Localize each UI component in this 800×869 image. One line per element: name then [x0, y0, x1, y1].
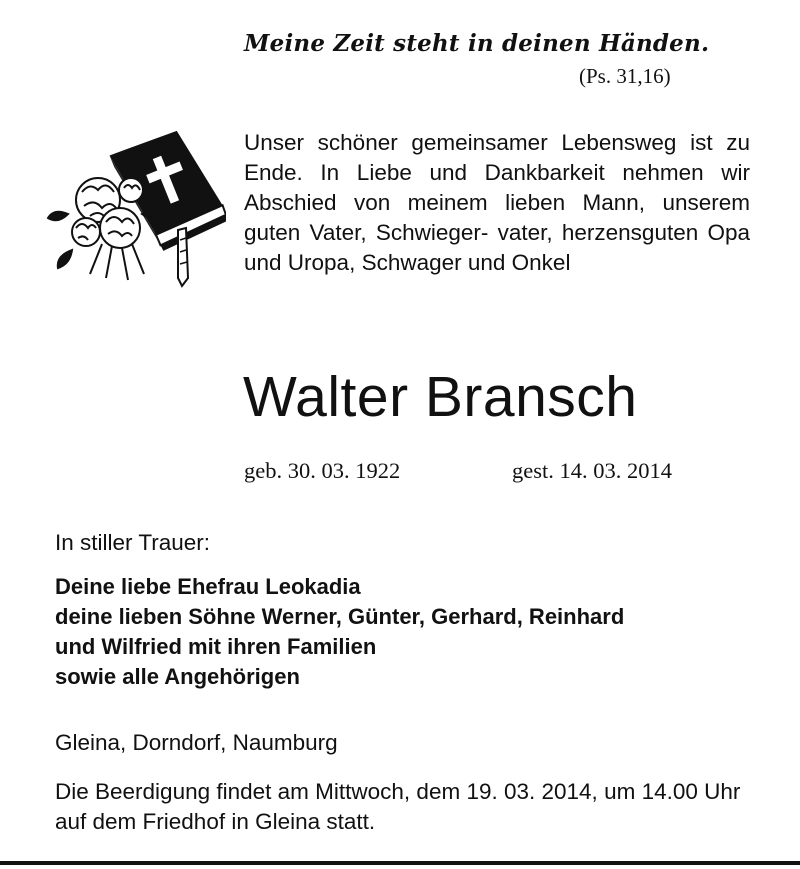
birth-date: geb. 30. 03. 1922: [244, 458, 401, 483]
family-line: sowie alle Angehörigen: [55, 664, 300, 689]
funeral-info: Die Beerdigung findet am Mittwoch, dem 19. 03. 2014, um 14.00 Uhr auf dem Friedhof in Gleina statt.: [55, 779, 741, 834]
family-line: und Wilfried mit ihren Familien: [55, 634, 377, 659]
intro-text: Unser schöner gemeinsamer Lebensweg ist zu Ende. In Liebe und Dankbarkeit nehmen wir Abschied von meinem lieben Mann, unserem guten Vater, Schwieger- vater, herzensguten Opa und Uropa, Schwager und Onkel: [244, 130, 750, 275]
family-line: deine lieben Söhne Werner, Günter, Gerhard, Reinhard: [55, 604, 625, 629]
bible-with-flowers-icon: [46, 128, 226, 298]
psalm-reference: (Ps. 31,16): [579, 64, 671, 88]
places-text: Gleina, Dorndorf, Naumburg: [55, 730, 338, 755]
mourning-heading: In stiller Trauer:: [55, 530, 211, 555]
family-list: [55, 572, 624, 692]
motto-text: Meine Zeit steht in deinen Händen.: [244, 30, 710, 57]
family-line: Deine liebe Ehefrau Leokadia: [55, 574, 361, 599]
deceased-name: Walter Bransch: [243, 365, 638, 429]
death-date: gest. 14. 03. 2014: [512, 458, 672, 483]
